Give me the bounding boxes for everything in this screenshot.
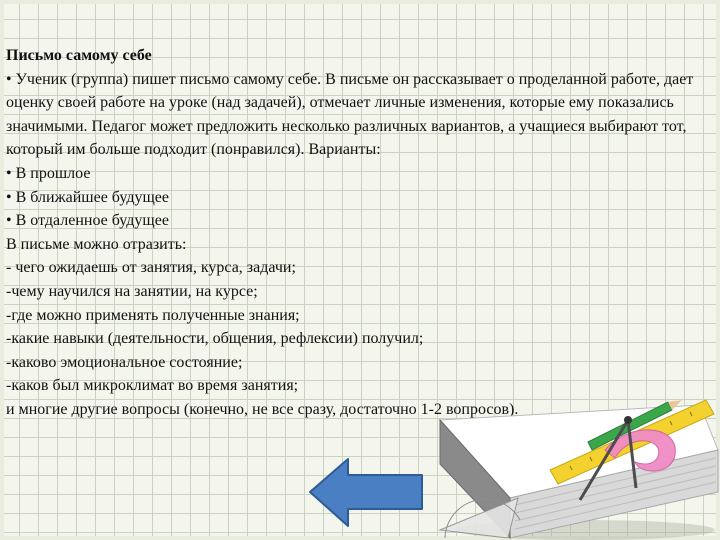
back-arrow-button[interactable]: [306, 455, 426, 530]
reflect-item: и многие другие вопросы (конечно, не все сразу, достаточно 1-2 вопросов).: [6, 400, 519, 418]
reflect-item: -каков был микроклимат во время занятия;: [6, 377, 299, 395]
slide-text: [6, 44, 712, 422]
reflect-item: -какие навыки (деятельности, общения, рефлексии) получил;: [6, 330, 424, 348]
reflect-item: -каково эмоциональное состояние;: [6, 353, 243, 371]
intro-paragraph: • Ученик (группа) пишет письмо самому себе. В письме он рассказывает о проделанной работе, дает оценку своей работе на уроке (над задачей), отмечает личные изменения, которые ему показались значимыми. Педагог может предложить несколько различных вариантов, а учащиеся выбирают тот, который им больше подходит (понравился). Варианты:: [6, 70, 694, 159]
variant-item: • В отдаленное будущее: [6, 212, 169, 230]
book-with-stationery-icon: [400, 380, 720, 540]
slide-title: Письмо самому себе: [6, 47, 152, 64]
reflect-item: -чему научился на занятии, на курсе;: [6, 282, 258, 300]
variant-item: • В ближайшее будущее: [6, 188, 169, 206]
left-arrow-icon: [306, 455, 426, 530]
reflect-item: - чего ожидаешь от занятия, курса, задачи;: [6, 259, 296, 277]
reflect-heading: В письме можно отразить:: [6, 235, 187, 253]
variant-item: • В прошлое: [6, 164, 91, 182]
reflect-item: -где можно применять полученные знания;: [6, 306, 300, 324]
